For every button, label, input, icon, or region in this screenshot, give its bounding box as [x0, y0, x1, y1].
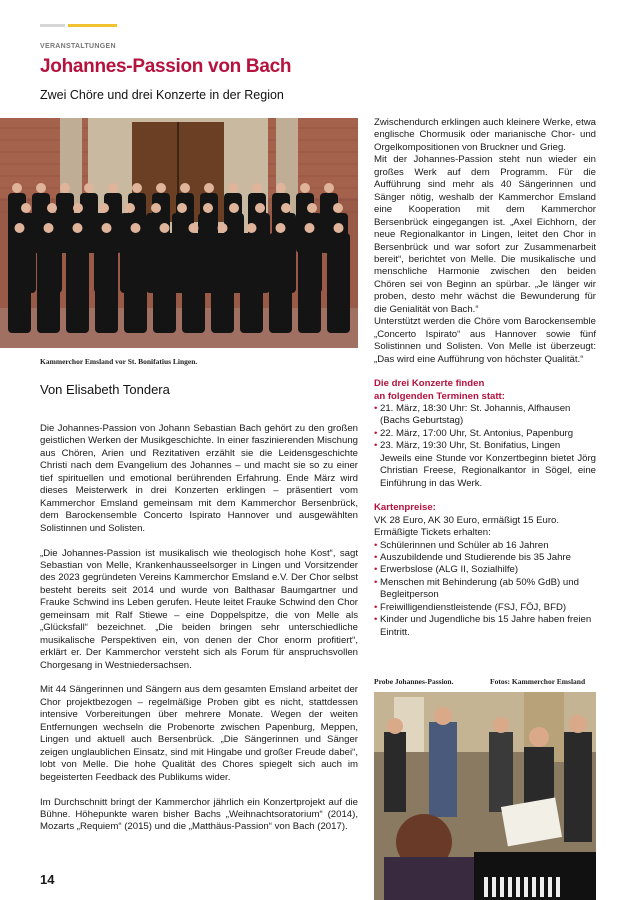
photo-credit: Fotos: Kammerchor Emsland	[490, 677, 586, 686]
author-byline: Von Elisabeth Tondera	[40, 382, 170, 397]
concerts-heading: Die drei Konzerte finden an folgenden Terminen statt:	[374, 378, 505, 402]
concert-dates-list	[374, 403, 596, 453]
singer-figure	[8, 233, 31, 333]
singer-face	[276, 223, 286, 233]
singer-face	[44, 223, 54, 233]
singer-figure	[298, 233, 321, 333]
singer-face	[203, 203, 213, 213]
singer-face	[281, 203, 291, 213]
section-label: VERANSTALTUNGEN	[40, 43, 116, 50]
right-column	[374, 117, 596, 639]
singer-face	[180, 183, 190, 193]
paragraph: „Die Johannes-Passion ist musikalisch wie theologisch hohe Kost“, sagt Sebastian von Melle, Krankenhausseelsorger in Lingen und Vorsitzender des 2023 gegründeten Vereins Kammerchor Emsland e.V. Der Chor selbst besteht bereits seit 2014 und wurde von Balthasar Baumgartner und Frauke Schwind ins Leben gerufen. Heute leitet Frauke Schwind den Chor gemeinsam mit Ralf Stiewe – eine Doppelspitze, die von Melle als „Glücksfall“ bezeichnet. „Die beiden bringen sehr unterschiedliche musikalische Perspektiven ein, von denen der Chor enorm profitiert“, erklärt er. Der Kammerchor versteht sich als Forum für anspruchsvollen Chorgesang in Westniedersachsen.	[40, 547, 358, 671]
singer-face	[305, 223, 315, 233]
singer-figure	[37, 233, 60, 333]
reduced-group: • Schülerinnen und Schüler ab 16 Jahren	[374, 540, 596, 552]
singer-face	[156, 183, 166, 193]
reduced-group: • Auszubildende und Studierende bis 35 Jahre	[374, 552, 596, 564]
rehearsal-photo	[374, 692, 596, 900]
singer-face	[333, 203, 343, 213]
singer-face	[36, 183, 46, 193]
article-subtitle: Zwei Chöre und drei Konzerte in der Region	[40, 88, 284, 102]
paragraph: Unterstützt werden die Chöre vom Barockensemble „Concerto Ispirato“ aus Hannover sowie fünf Solistinnen und Solisten. Von Melle ist überzeugt: „Das wird eine Aufführung von höchster Qualität.“	[374, 316, 596, 365]
singer-face	[229, 203, 239, 213]
reduced-groups-list	[374, 540, 596, 640]
reduced-group: • Kinder und Jugendliche bis 15 Jahre haben freien Eintritt.	[374, 614, 596, 639]
singer-face	[132, 183, 142, 193]
singer-face	[252, 183, 262, 193]
singer-face	[151, 203, 161, 213]
singer-face	[334, 223, 344, 233]
singer-face	[73, 203, 83, 213]
singer-figure	[66, 233, 89, 333]
reduced-group: • Menschen mit Behinderung (ab 50% GdB) und Begleitperson	[374, 577, 596, 602]
singer-face	[189, 223, 199, 233]
singer-face	[15, 223, 25, 233]
left-column	[40, 423, 358, 846]
singer-figure	[124, 233, 147, 333]
singer-face	[73, 223, 83, 233]
singer-face	[160, 223, 170, 233]
singer-figure	[269, 233, 292, 333]
singer-face	[247, 223, 257, 233]
singer-figure	[327, 233, 350, 333]
singer-face	[324, 183, 334, 193]
singer-face	[99, 203, 109, 213]
singer-face	[131, 223, 141, 233]
singer-figure	[240, 233, 263, 333]
concert-date: • 21. März, 18:30 Uhr: St. Johannis, Alfhausen (Bachs Geburtstag)	[374, 403, 596, 428]
paragraph: Zwischendurch erklingen auch kleinere Werke, etwa englische Chormusik oder marianische Chor- und Orgelkompositionen von Bruckner und Grieg.	[374, 117, 596, 153]
decor-bar-grey	[40, 24, 65, 27]
concert-note: Jeweils eine Stunde vor Konzertbeginn bietet Jörg Christian Freese, Regionalkantor in Sögel, eine Einführung in das Werk.	[380, 452, 596, 489]
photo2-caption: Probe Johannes-Passion.	[374, 677, 454, 686]
singer-face	[228, 183, 238, 193]
singer-face	[204, 183, 214, 193]
singer-face	[307, 203, 317, 213]
singer-figure	[211, 233, 234, 333]
decor-bar-yellow	[68, 24, 117, 27]
singer-figure	[153, 233, 176, 333]
paragraph: Die Johannes-Passion von Johann Sebastian Bach gehört zu den großen geistlichen Werken der Musikgeschichte. In einer faszinierenden Mischung aus Chören, Arien und Rezitativen erzählt sie die Leidensgeschichte Christi nach dem Evangelium des Johannes – und macht sie so zu einer tief spirituellen und emotional berührenden Erfahrung. Ende März wird dieses Meisterwerk in drei Konzerten erklingen – präsentiert vom Kammerchor Emsland gemeinsam mit dem Kammerchor Bersenbrück, dem Barockensemble Concerto Ispirato Hannover und ausgewählten Solistinnen und Solisten.	[40, 423, 358, 534]
reduced-group: • Freiwilligendienstleistende (FSJ, FÖJ, BFD)	[374, 602, 596, 614]
choir-photo	[0, 118, 358, 348]
singer-face	[12, 183, 22, 193]
singer-face	[276, 183, 286, 193]
singer-face	[47, 203, 57, 213]
singer-face	[21, 203, 31, 213]
singer-face	[60, 183, 70, 193]
paragraph: Im Durchschnitt bringt der Kammerchor jährlich ein Konzertprojekt auf die Bühne. Höhepunkte waren bisher Bachs „Weihnachtsoratorium“ (2014), Mozarts „Requiem“ (2015) und die „Matthäus-Passion“ von Bach (2017).	[40, 796, 358, 833]
singer-face	[84, 183, 94, 193]
singer-face	[218, 223, 228, 233]
reduced-group: • Erwerbslose (ALG II, Sozialhilfe)	[374, 564, 596, 576]
article-title: Johannes-Passion von Bach	[40, 56, 292, 77]
photo1-caption: Kammerchor Emsland vor St. Bonifatius Lingen.	[40, 357, 198, 366]
paragraph: Mit 44 Sängerinnen und Sängern aus dem gesamten Emsland arbeitet der Chor projektbezogen – regelmäßige Proben gibt es nicht, stattdessen intensive Vorbereitungen über mehrere Monate. Wegen der weiten Entfernungen wechseln die Probenorte zwischen Papenburg, Meppen, Lingen und aktuell auch Bersenbrück. „Die Sängerinnen und Sänger zeigen unglaublichen Einsatz, sind mit Hingabe und großer Freude dabei“, lobt von Melle. Die hohe Qualität des Chores spiegelt sich auch im begeisterten Feedback des Publikums wider.	[40, 684, 358, 783]
singer-face	[255, 203, 265, 213]
tickets-heading: Kartenpreise:	[374, 502, 436, 514]
singer-face	[108, 183, 118, 193]
singer-face	[102, 223, 112, 233]
ticket-prices: VK 28 Euro, AK 30 Euro, ermäßigt 15 Euro.	[374, 514, 560, 526]
reduced-intro: Ermäßigte Tickets erhalten:	[374, 527, 491, 539]
singer-face	[177, 203, 187, 213]
concert-date: • 22. März, 17:00 Uhr, St. Antonius, Papenburg	[374, 428, 596, 440]
singer-face	[300, 183, 310, 193]
singer-figure	[182, 233, 205, 333]
paragraph: Mit der Johannes-Passion steht nun wieder ein großes Werk auf dem Programm. Für die Aufführung sind mehr als 40 Sängerinnen und Sänger nötig, weshalb der Kammerchor Emsland eine Kooperation mit dem Kammerchor Bersenbrück eingegangen ist. „Axel Eichhorn, der neue Regionalkantor in Lingen, leitet den Chor in Bersenbrück und war sofort zur Zusammenarbeit bereit“, berichtet von Melle. Die musikalische und menschliche Harmonie zwischen den beiden Chören sei von Beginn an spürbar. „Je länger wir proben, desto mehr wächst die Bewunderung für die Genialität von Bach.“	[374, 154, 596, 315]
page-number: 14	[40, 872, 55, 887]
singer-face	[125, 203, 135, 213]
singer-figure	[95, 233, 118, 333]
concert-date: • 23. März, 19:30 Uhr, St. Bonifatius, Lingen	[374, 440, 596, 452]
